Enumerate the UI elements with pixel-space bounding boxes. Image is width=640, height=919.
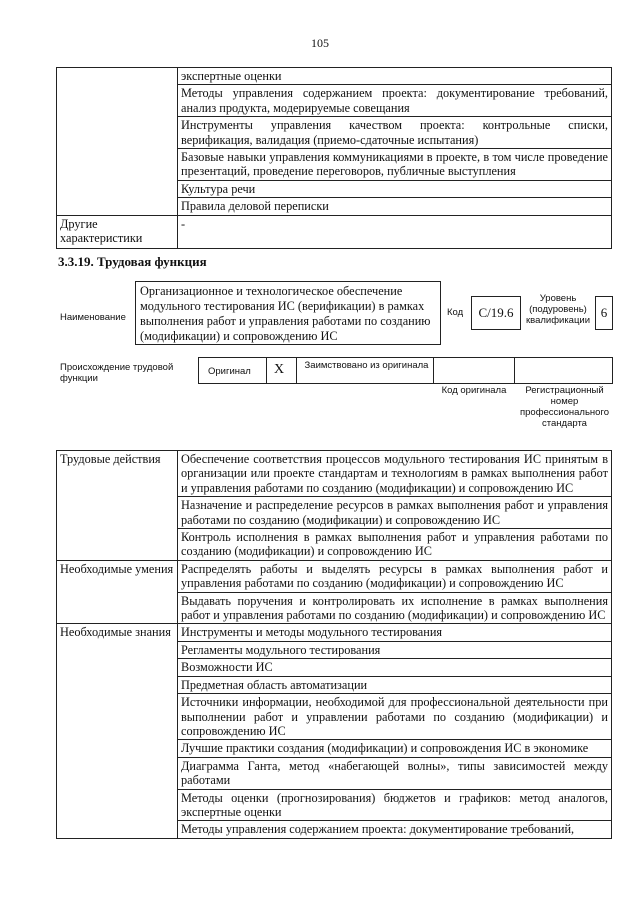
other-characteristics-label: Другие характеристики [57, 215, 178, 248]
table-row: Диаграмма Ганта, метод «набегающей волны», типы зависимостей между работами [178, 757, 612, 789]
top-table-label-cell [57, 68, 178, 216]
table-row: Источники информации, необходимой для профессиональной деятельности при выполнении работ и управлении работами по созданию (модификации) и сопровождению ИС [178, 694, 612, 740]
table-row: Распределять работы и выделять ресурсы в рамках выполнения работ и управления работами по созданию (модификации) и сопровождению ИС [178, 560, 612, 592]
top-table-row: Базовые навыки управления коммуникациями в проекте, в том числе проведение презентаций, проведение переговоров, публичные выступления [178, 149, 612, 181]
table-row: Назначение и распределение ресурсов в рамках выполнения работ и управления работами по созданию (модификации) и сопровождению ИС [178, 497, 612, 529]
name-label: Наименование [60, 312, 126, 323]
main-table [56, 450, 612, 839]
table-row: Обеспечение соответствия процессов модульного тестирования ИС принятым в организации или проекте стандартам и технологиям в рамках выполнения работ и управления работами по созданию (модификации) и сопровождению ИС [178, 451, 612, 497]
original-label: Оригинал [208, 366, 251, 377]
code-original-caption: Код оригинала [441, 385, 507, 396]
table-row: Возможности ИС [178, 659, 612, 676]
top-table-row: Методы управления содержанием проекта: документирование требований, анализ продукта, модерируемые совещания [178, 85, 612, 117]
table-row: Инструменты и методы модульного тестирования [178, 624, 612, 641]
top-table-row: Культура речи [178, 180, 612, 197]
level-value: 6 [595, 296, 613, 330]
table-row: Предметная область автоматизации [178, 676, 612, 693]
code-value: C/19.6 [471, 296, 521, 330]
table-row: Контроль исполнения в рамках выполнения работ и управления работами по созданию (модификации) и сопровождению ИС [178, 529, 612, 561]
top-table-row: Инструменты управления качеством проекта: контрольные списки, верификация, валидация (приемо-сдаточные испытания) [178, 117, 612, 149]
divider [266, 357, 267, 384]
borrowed-label: Заимствовано из оригинала [304, 360, 429, 371]
registration-number-caption: Регистрационный номер профессионального стандарта [520, 385, 609, 429]
divider [296, 357, 297, 384]
other-characteristics-value: - [178, 215, 612, 248]
divider [433, 357, 434, 384]
group-label-labor-actions: Трудовые действия [57, 451, 178, 561]
group-label-skills: Необходимые умения [57, 560, 178, 624]
table-row: Регламенты модульного тестирования [178, 641, 612, 658]
level-label: Уровень (подуровень) квалификации [525, 293, 591, 326]
table-row: Методы управления содержанием проекта: документирование требований, [178, 821, 612, 838]
original-mark: X [274, 362, 285, 377]
origin-label: Происхождение трудовой функции [60, 362, 174, 384]
top-table-row: Правила деловой переписки [178, 198, 612, 215]
divider [514, 357, 515, 384]
name-value: Организационное и технологическое обеспечение модульного тестирования ИС (верификации) в рамках выполнения работ и управления работами по созданию (модификации) и сопровождению ИС [135, 281, 441, 345]
section-title: 3.3.19. Трудовая функция [58, 254, 207, 269]
page-number: 105 [311, 36, 329, 50]
top-table-row: экспертные оценки [178, 68, 612, 85]
group-label-knowledge: Необходимые знания [57, 624, 178, 838]
top-table [56, 67, 612, 249]
table-row: Методы оценки (прогнозирования) бюджетов и графиков: метод аналогов, экспертные оценки [178, 789, 612, 821]
table-row: Выдавать поручения и контролировать их исполнение в рамках выполнения работ и управления работами по созданию (модификации) и сопровождению ИС [178, 592, 612, 624]
code-label: Код [447, 307, 464, 318]
table-row: Лучшие практики создания (модификации) и сопровождения ИС в экономике [178, 740, 612, 757]
